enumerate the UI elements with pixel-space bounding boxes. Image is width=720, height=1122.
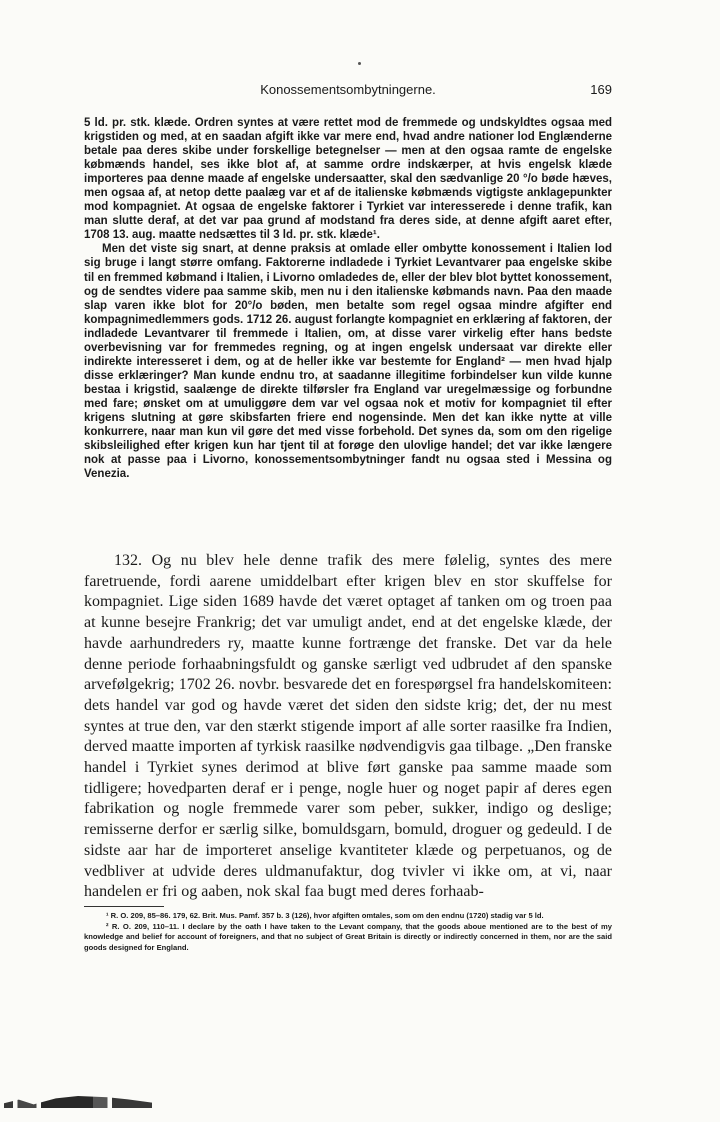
- paragraph: Men det viste sig snart, at denne praksis at omlade eller ombytte konossement i Italien lod sig bruge i langt større omfang. Faktorerne indladede i Tyrkiet Levantvarer paa engelske skibe til en fremmed købmand i Italien, i Livorno omladedes de, eller der blev blot byttet konossement, og de sendtes videre paa samme skib, men nu i den italienske købmands navn. Paa den maade slap varen ikke blot for 20°/o bøden, men betalte som regel ogsaa mindre afgifter end kompagnimedlemmers gods. 1712 26. august forlangte kompagniet en erklæring af faktoren, der indladede Levantvarer til fremmede i Italien, om, at disse varer virkelig efter hans bedste overbevisning var for fremmedes regning, og at ingen engelsk undersaat var direkte eller indirekte interesseret i dem, og at de heller ikke var bestemte for England² — men hvad hjalp disse erklæringer? Man kunde endnu tro, at saadanne illegitime forbindelser kun vilde kunne bestaa i krigstid, saalænge de direkte tilførsler fra England var uregelmæssige og forbundne med fare; ønsket om at umuliggøre dem var vel ogsaa nok et motiv for kompagniet til efter krigens slutning at gøre skibsfarten friere end nogensinde. Men det kan ikke nytte at ville konkurrere, naar man kun vil gøre det med visse forbehold. Det synes da, som om den rigelige skibsleilighed efter krigen kun har tjent til at forøge den ulovlige handel; det var ikke længere nok at passe paa i Livorno, konossementsombytninger fandt nu ogsaa sted i Messina og Venezia.: [84, 243, 612, 481]
- small-print-section: [84, 116, 612, 481]
- footnote-divider: [84, 906, 164, 907]
- scan-artifact: [4, 1096, 152, 1108]
- footnote-2: ² R. O. 209, 110–11. I declare by the oath I have taken to the Levant company, that the goods aboue mentioned are to the best of my knowledge and belief for account of foreigners, and that no subject of Great Britain is directly or indirectly concerned in them, nor are the said goods designed for England.: [84, 921, 612, 952]
- ink-speck: [358, 62, 361, 65]
- chapter-title: Konossementsombytningerne.: [260, 82, 436, 97]
- footnote-1: ¹ R. O. 209, 85–86. 179, 62. Brit. Mus. Pamf. 357 b. 3 (126), hvor afgiften omtales, som om den endnu (1720) stadig var 5 ld.: [106, 911, 544, 920]
- paragraph: 5 ld. pr. stk. klæde. Ordren syntes at være rettet mod de fremmede og undskyldtes ogsaa med krigstiden og med, at en saadan afgift ikke var mere end, hvad andre nationer lod Englænderne betale paa deres skibe under forskellige betegnelser — men at den ogsaa ramte de engelske købmænds handel, ses ikke blot af, at samme ordre indskærper, at hvis engelsk klæde importeres paa denne maade af engelske undersaatter, skal den sædvanlige 20 °/o bøde hæves, men ogsaa af, at netop dette paalæg var et af de italienske købmænds vigtigste anklagepunkter mod kompagniet. At ogsaa de engelske faktorer i Tyrkiet var interesserede i denne trafik, kan man slutte deraf, at det var paa grund af modstand fra deres side, at denne afgift aaret efter, 1708 13. aug. maatte nedsættes til 3 ld. pr. stk. klæde¹.: [84, 117, 612, 242]
- main-text-section: [84, 551, 612, 903]
- footnotes: [84, 911, 612, 953]
- section-132-paragraph: 132. Og nu blev hele denne trafik des mere følelig, syntes des mere faretruende, fordi aarene umiddelbart efter krigen blev en stor skuffelse for kompagniet. Lige siden 1689 havde det været optaget af tanken om og troen paa at kunne besejre Frankrig; det var umuligt andet, end at det engelske klæde, der havde aarhundreders ry, maatte kunne fortrænge det franske. Det var da hele denne periode forhaabningsfuldt og ganske særligt ved udbrudet af den spanske arvefølgekrig; 1702 26. novbr. besvarede det en forespørgsel fra handelskomiteen: dets handel var god og havde været det siden den sidste krig; det, der nu mest syntes at true den, var den stærkt stigende import af alle sorter raasilke fra Indien, derved maatte importen af tyrkisk raasilke nødvendigvis gaa tilbage. „Den franske handel i Tyrkiet synes derimod at blive ført ganske paa samme maade som tidligere; hovedparten deraf er i penge, nogle huer og noget papir af deres egen fabrikation og nogle fremmede varer som peber, sukker, indigo og deslige; remisserne derfor er særlig silke, bomuldsgarn, bomuld, droguer og gedeuld. I de sidste aar har de importeret anselige kvantiteter klæde og perpetuanos, og de vedbliver at udvide deres uldmanufaktur, dog tvivler vi ikke om, at vi, naar handelen er fri og aaben, nok skal faa bugt med deres forhaab-: [84, 552, 612, 901]
- running-header: [84, 82, 612, 102]
- page-number: 169: [590, 82, 612, 97]
